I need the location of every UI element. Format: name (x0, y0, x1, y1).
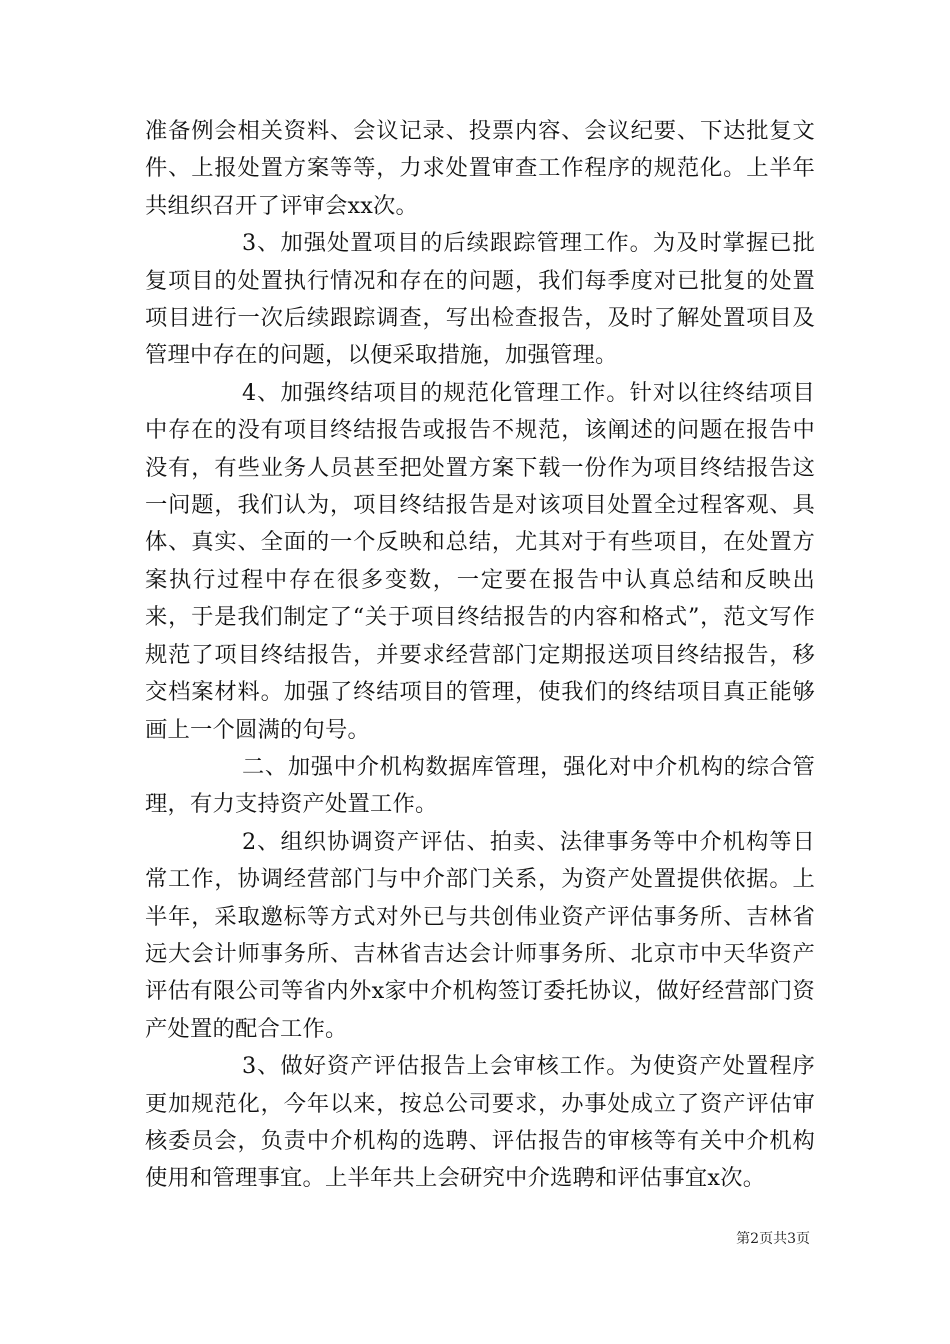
paragraph: 2、组织协调资产评估、拍卖、法律事务等中介机构等日常工作，协调经营部门与中介部门关系，为资产处置提供依据。上半年，采取邀标等方式对外已与共创伟业资产评估事务所、吉林省远大会计师事务所、吉林省吉达会计师事务所、北京市中天华资产评估有限公司等省内外x家中介机构签订委托协议，做好经营部门资产处置的配合工作。 (145, 828, 815, 1042)
section-heading-paragraph: 二、加强中介机构数据库管理，强化对中介机构的综合管理，有力支持资产处置工作。 (145, 753, 815, 818)
paragraph: 4、加强终结项目的规范化管理工作。针对以往终结项目中存在的没有项目终结报告或报告不规范，该阐述的问题在报告中没有，有些业务人员甚至把处置方案下载一份作为项目终结报告这一问题，我们认为，项目终结报告是对该项目处置全过程客观、具体、真实、全面的一个反映和总结，尤其对于有些项目，在处置方案执行过程中存在很多变数，一定要在报告中认真总结和反映出来，于是我们制定了“关于项目终结报告的内容和格式”，范文写作规范了项目终结报告，并要求经营部门定期报送项目终结报告，移交档案材料。加强了终结项目的管理，使我们的终结项目真正能够画上一个圆满的句号。 (145, 379, 815, 743)
paragraph: 3、加强处置项目的后续跟踪管理工作。为及时掌握已批复项目的处置执行情况和存在的问题，我们每季度对已批复的处置项目进行一次后续跟踪调查，写出检查报告，及时了解处置项目及管理中存在的问题，以便采取措施，加强管理。 (145, 230, 815, 369)
paragraph: 准备例会相关资料、会议记录、投票内容、会议纪要、下达批复文件、上报处置方案等等，力求处置审查工作程序的规范化。上半年共组织召开了评审会xx次。 (145, 118, 815, 219)
page-number: 第2页共3页 (736, 1231, 810, 1247)
document-body (145, 113, 815, 1198)
paragraph: 3、做好资产评估报告上会审核工作。为使资产处置程序更加规范化，今年以来，按总公司要求，办事处成立了资产评估审核委员会，负责中介机构的选聘、评估报告的审核等有关中介机构使用和管理事宜。上半年共上会研究中介选聘和评估事宜x次。 (145, 1053, 815, 1192)
